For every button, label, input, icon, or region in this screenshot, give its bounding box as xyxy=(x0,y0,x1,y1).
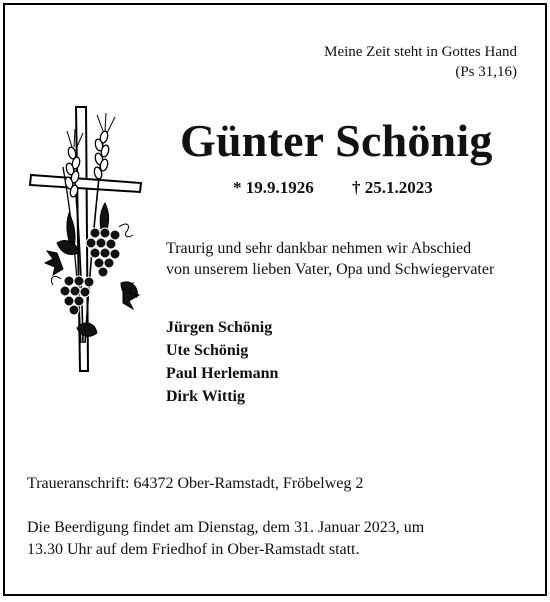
cross-with-wheat-and-grapes-icon xyxy=(27,103,147,377)
deceased-name: Günter Schönig xyxy=(180,115,493,166)
mourner-name: Jürgen Schönig xyxy=(166,319,273,336)
funeral-line: 13.30 Uhr auf dem Friedhof in Ober-Ramstadt statt. xyxy=(27,541,360,558)
quote-text: Meine Zeit steht in Gottes Hand xyxy=(324,44,517,60)
funeral-info xyxy=(27,517,507,561)
farewell-message xyxy=(166,238,494,280)
farewell-line: Traurig und sehr dankbar nehmen wir Abschied xyxy=(166,240,472,257)
mourner-name: Paul Herlemann xyxy=(166,365,279,382)
funeral-line: Die Beerdigung findet am Dienstag, dem 31. Januar 2023, um xyxy=(27,519,425,536)
bible-quote xyxy=(324,42,517,82)
quote-reference: (Ps 31,16) xyxy=(455,64,517,80)
mourners-list xyxy=(166,316,278,408)
farewell-line: von unserem lieben Vater, Opa und Schwiegervater xyxy=(166,261,495,278)
mourning-address: Traueranschrift: 64372 Ober-Ramstadt, Fröbelweg 2 xyxy=(27,475,364,492)
death-date: † 25.1.2023 xyxy=(352,178,433,197)
life-dates xyxy=(233,177,433,199)
mourner-name: Ute Schönig xyxy=(166,342,249,359)
mourner-name: Dirk Wittig xyxy=(166,388,245,405)
obituary-notice xyxy=(3,3,547,596)
birth-date: * 19.9.1926 xyxy=(233,178,314,197)
